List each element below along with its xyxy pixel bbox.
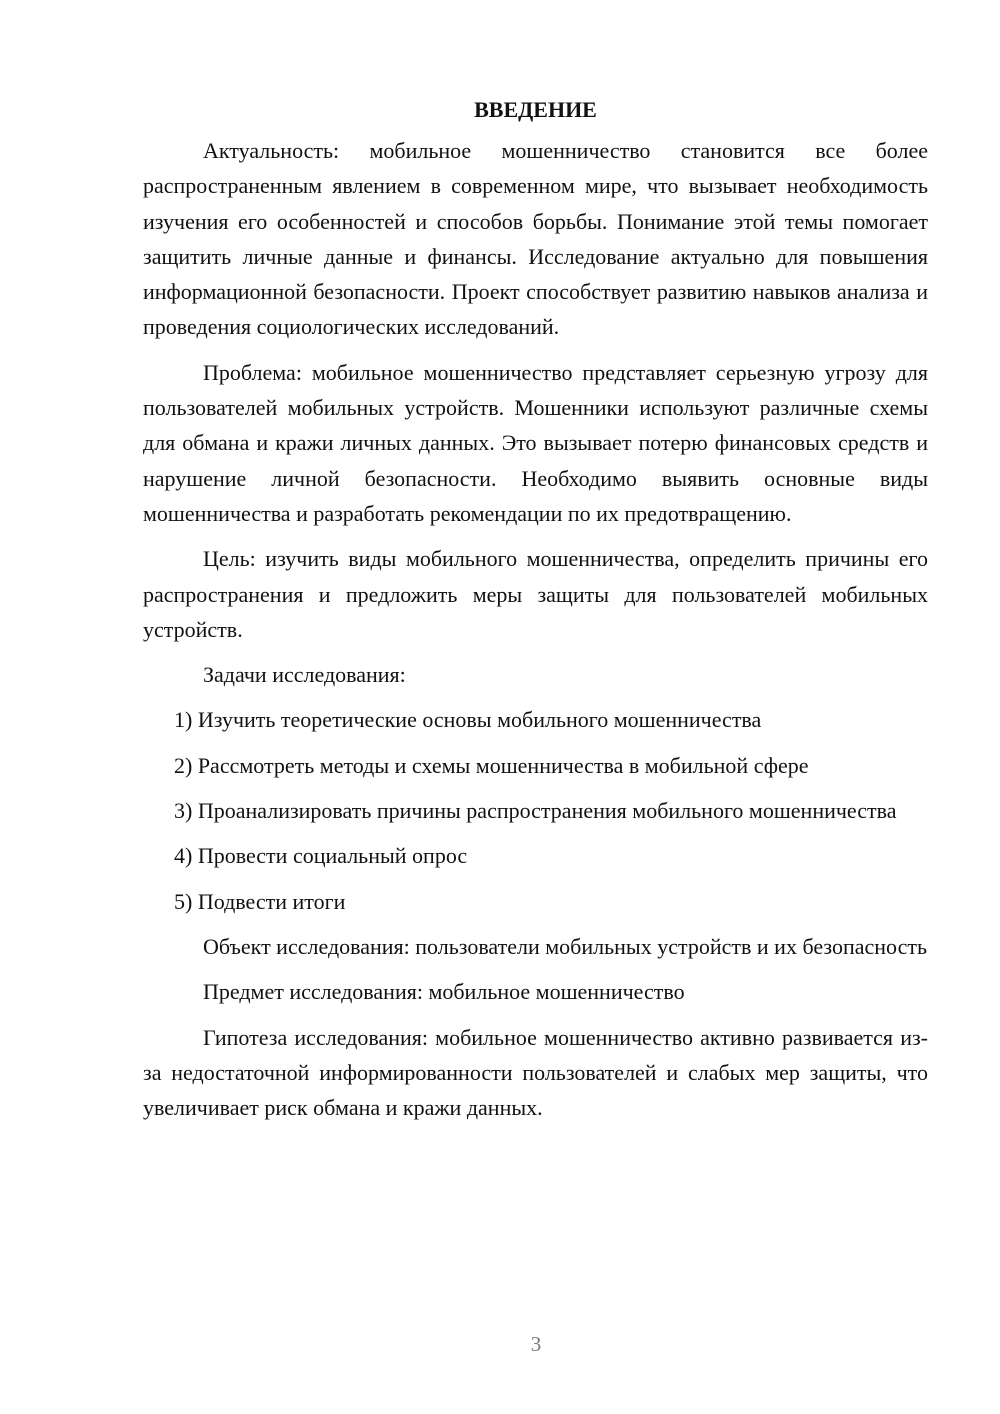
page-number: 3 (530, 1332, 542, 1356)
document-page (143, 92, 928, 1135)
paragraph-problem: Проблема: мобильное мошенничество представляет серьезную угрозу для пользователей мобильных устройств. Мошенники используют различные схемы для обмана и кражи личных данных. Это вызывает потерю финансовых средств и нарушение личной безопасности. Необходимо выявить основные виды мошенничества и разработать рекомендации по их предотвращению. (143, 359, 928, 526)
paragraph-object: Объект исследования: пользователи мобильных устройств и их безопасность (203, 933, 927, 959)
paragraph-goal: Цель: изучить виды мобильного мошенничества, определить причины его распространения и предложить меры защиты для пользователей мобильных устройств. (143, 546, 928, 642)
task-item: 3) Проанализировать причины распространения мобильного мошенничества (174, 798, 897, 824)
paragraph-relevance: Актуальность: мобильное мошенничество становится все более распространенным явлением в современном мире, что вызывает необходимость изучения его особенностей и способов борьбы. Понимание этой темы помогает защитить личные данные и финансы. Исследование актуально для повышения информационной безопасности. Проект способствует развитию навыков анализа и проведения социологических исследований. (143, 138, 928, 340)
page-title: ВВЕДЕНИЕ (474, 97, 597, 122)
paragraph-subject: Предмет исследования: мобильное мошенничество (203, 979, 685, 1005)
task-item: 4) Провести социальный опрос (174, 843, 468, 869)
task-item: 2) Рассмотреть методы и схемы мошенничества в мобильной сфере (174, 752, 809, 778)
task-item: 1) Изучить теоретические основы мобильного мошенничества (174, 707, 762, 733)
tasks-heading: Задачи исследования: (203, 662, 406, 688)
task-item: 5) Подвести итоги (174, 888, 346, 914)
paragraph-hypothesis: Гипотеза исследования: мобильное мошенничество активно развивается из-за недостаточной информированности пользователей и слабых мер защиты, что увеличивает риск обмана и кражи данных. (143, 1024, 928, 1121)
